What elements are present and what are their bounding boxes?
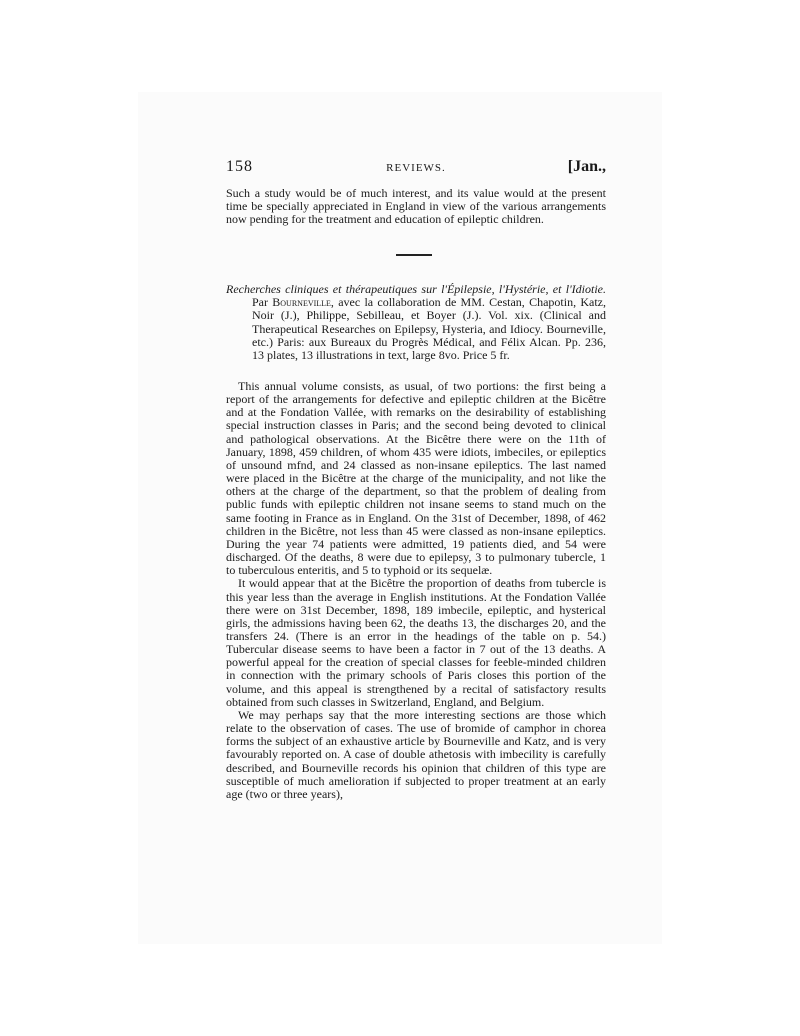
section-divider [396, 254, 432, 256]
citation-author: Bourneville, [272, 295, 334, 310]
continuation-paragraph: Such a study would be of much interest, and its value would at the present time be specially appreciated in England in view of the various arrangements now pending for the treatment and education of epileptic children. [226, 186, 606, 226]
body-paragraph: It would appear that at the Bicêtre the proportion of deaths from tubercle is this year less than the average in English institutions. At the Fondation Vallée there were on 31st December, 1898, 189 imbecile, epileptic, and hysterical girls, the admissions having been 62, the deaths 13, the discharges 20, and the transfers 24. (There is an error in the headings of the table on p. 54.) Tubercular disease seems to have been a factor in 7 out of the 13 deaths. A powerful appeal for the creation of special classes for feeble-minded children in connection with the primary schools of Paris closes this portion of the volume, and this appeal is strengthened by a recital of satisfactory results obtained from such classes in Switzerland, England, and Belgium. [226, 576, 606, 709]
body-paragraph: We may perhaps say that the more interesting sections are those which relate to the observation of cases. The use of bromide of camphor in chorea forms the subject of an exhaustive article by Bourneville and Katz, and is very favourably reported on. A case of double athetosis with imbecility is carefully described, and Bourneville records his opinion that children of this type are susceptible of much amelioration if subjected to proper treatment at an early age (two or three years), [226, 707, 606, 801]
body-paragraph: This annual volume consists, as usual, of two portions: the first being a report of the arrangements for defective and epileptic children at the Bicêtre and at the Fondation Vallée, with remarks on the desirability of establishing special instruction classes in Paris; and the second being devoted to clinical and pathological observations. At the Bicêtre there were on the 11th of January, 1898, 459 children, of whom 435 were idiots, imbeciles, or epileptics of unsound mfnd, and 24 classed as non-insane epileptics. The last named were placed in the Bicêtre at the charge of the municipality, and not like the others at the charge of the department, so that the problem of dealing from public funds with epileptic children not insane seems to stand much on the same footing in France as in England. On the 31st of December, 1898, of 462 children in the Bicêtre, not less than 45 were classed as non-insane epileptics. During the year 74 patients were admitted, 19 patients died, and 54 were discharged. Of the deaths, 8 were due to epilepsy, 3 to pulmonary tubercle, 1 to tuberculous enteritis, and 5 to typhoid or its sequelæ. [226, 379, 606, 578]
citation-par: Par [252, 295, 268, 310]
review-body [226, 380, 606, 801]
running-title: REVIEWS. [386, 162, 446, 174]
citation-title: Recherches cliniques et thérapeutiques sur l'Épilepsie, l'Hystérie, et l'Idiotie. [226, 282, 606, 296]
issue-label: [Jan., [567, 158, 606, 175]
review-citation [226, 283, 606, 362]
citation-details: avec la collaboration de MM. Cestan, Chapotin, Katz, Noir (J.), Philippe, Sebilleau, et Boyer (J.). Vol. xix. (Clinical and Therapeutical Researches on Epilepsy, Hysteria, and Idiocy. Bourneville, etc.) Paris: aux Bureaux du Progrès Médical, and Félix Alcan. Pp. 236, 13 plates, 13 illustrations in text, large 8vo. Price 5 fr. [252, 295, 606, 363]
page-number: 158 [226, 158, 253, 175]
page-header [226, 158, 606, 180]
